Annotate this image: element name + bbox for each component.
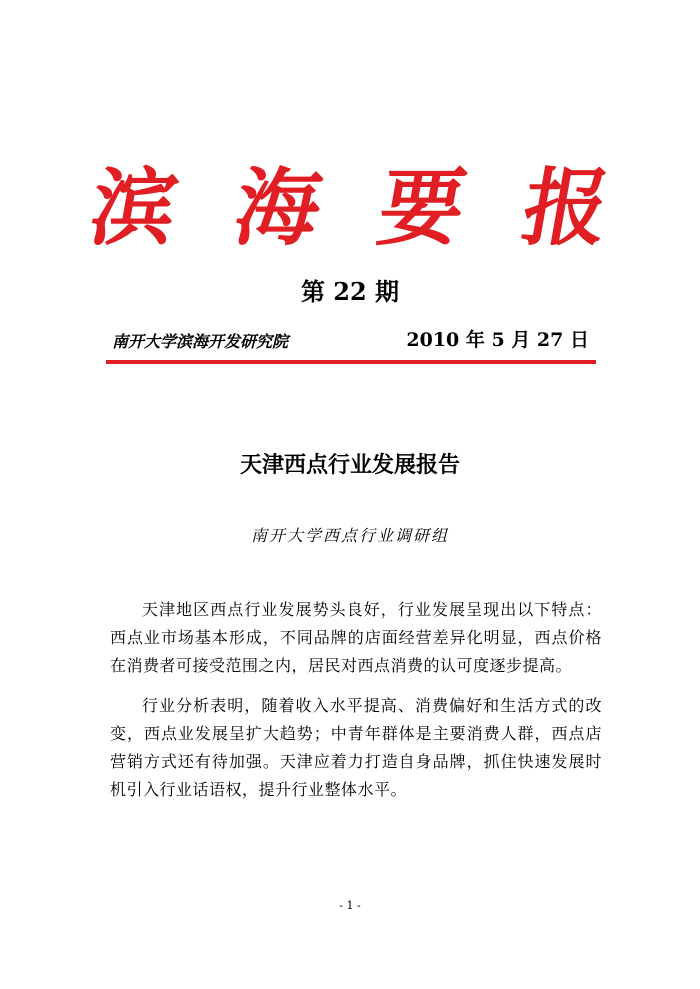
article-body: [110, 596, 602, 816]
publisher-org: 南开大学滨海开发研究院: [112, 332, 289, 351]
masthead-char: 要: [371, 158, 473, 257]
header-divider: [106, 360, 596, 364]
masthead-char: 滨: [83, 158, 185, 257]
issue-number: 第 22 期: [300, 277, 400, 306]
article-author: 南开大学西点行业调研组: [250, 526, 449, 545]
article-title: 天津西点行业发展报告: [239, 453, 460, 478]
masthead: [0, 160, 700, 256]
paragraph: 行业分析表明，随着收入水平提高、消费偏好和生活方式的改变，西点业发展呈扩大趋势；中青年群体是主要消费人群，西点店营销方式还有待加强。天津应着力打造自身品牌，抓住快速发展时机引入行业话语权，提升行业整体水平。: [110, 696, 602, 799]
paragraph: 天津地区西点行业发展势头良好，行业发展呈现出以下特点：西点业市场基本形成，不同品牌的店面经营差异化明显，西点价格在消费者可接受范围之内，居民对西点消费的认可度逐步提高。: [110, 600, 602, 675]
publish-date: 2010 年 5 月 27 日: [406, 329, 589, 351]
masthead-char: 报: [515, 158, 617, 257]
masthead-char: 海: [227, 158, 329, 257]
page-number: - 1 -: [339, 899, 361, 912]
